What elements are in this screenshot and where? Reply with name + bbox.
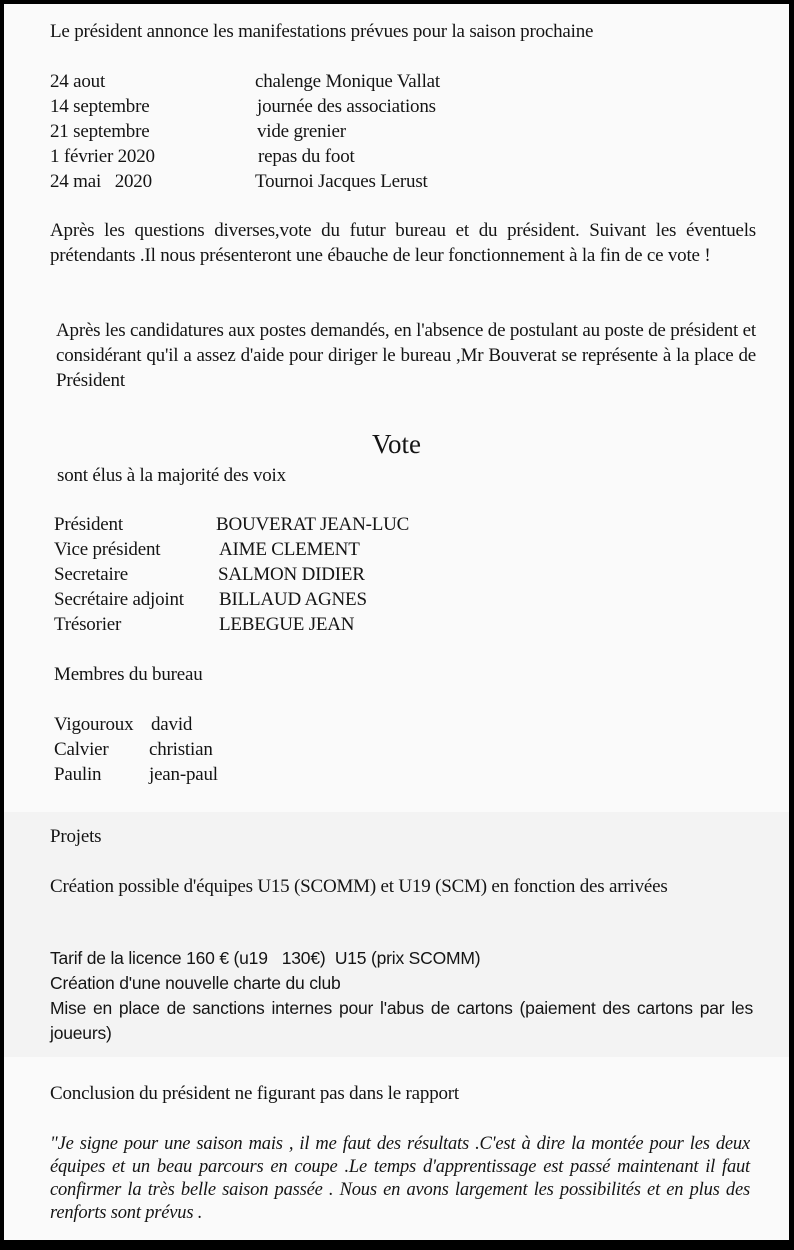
event-name: journée des associations <box>257 96 436 117</box>
paragraph-candidatures: Après les candidatures aux postes demandés, en l'absence de postulant au poste de président et considérant qu'il a assez d'aide pour diriger le bureau ,Mr Bouverat se représente à la place de Président <box>56 320 756 391</box>
event-name: chalenge Monique Vallat <box>255 71 440 92</box>
role-holder: LEBEGUE JEAN <box>219 614 355 635</box>
paragraph-questions: Après les questions diverses,vote du futur bureau et du président. Suivant les éventuels prétendants .Il nous présenteront une ébauche de leur fonctionnement à la fin de ce vote ! <box>50 220 756 266</box>
vote-subtitle: sont élus à la majorité des voix <box>57 465 286 486</box>
role-holder: BOUVERAT JEAN-LUC <box>216 514 410 535</box>
member-first-name: christian <box>149 739 213 760</box>
role-label: Secrétaire adjoint <box>54 589 184 610</box>
member-first-name: david <box>151 714 193 735</box>
projet-charte: Création d'une nouvelle charte du club <box>50 973 341 993</box>
president-quote: "Je signe pour une saison mais , il me faut des résultats .C'est à dire la montée pour les deux équipes et un beau parcours en coupe .Le temps d'apprentissage est passé maintenant il faut confirmer la très belle saison passée . Nous en avons largement les possibilités et en plus des renforts sont prévus . <box>50 1134 750 1223</box>
projet-equipes: Création possible d'équipes U15 (SCOMM) et U19 (SCM) en fonction des arrivées <box>50 876 668 897</box>
member-last-name: Calvier <box>54 739 109 760</box>
event-date: 24 aout <box>50 71 106 92</box>
event-date: 14 septembre <box>50 96 150 117</box>
member-first-name: jean-paul <box>149 764 218 785</box>
scanned-page <box>4 4 789 1240</box>
event-name: Tournoi Jacques Lerust <box>255 171 428 192</box>
role-holder: AIME CLEMENT <box>219 539 360 560</box>
role-holder: BILLAUD AGNES <box>219 589 367 610</box>
role-label: Trésorier <box>54 614 122 635</box>
projet-tarif: Tarif de la licence 160 € (u19 130€) U15 (prix SCOMM) <box>50 948 481 968</box>
conclusion-heading: Conclusion du président ne figurant pas dans le rapport <box>50 1083 460 1104</box>
event-name: repas du foot <box>258 146 355 167</box>
projet-sanctions: Mise en place de sanctions internes pour l'abus de cartons (paiement des cartons par les joueurs) <box>50 998 753 1043</box>
projets-heading: Projets <box>50 826 102 847</box>
intro-text: Le président annonce les manifestations prévues pour la saison prochaine <box>50 21 594 42</box>
role-label: Secretaire <box>54 564 128 585</box>
role-label: Vice président <box>54 539 161 560</box>
member-last-name: Vigouroux <box>54 714 134 735</box>
vote-heading: Vote <box>372 429 422 459</box>
event-date: 24 mai 2020 <box>50 171 152 192</box>
role-holder: SALMON DIDIER <box>218 564 365 585</box>
event-date: 1 février 2020 <box>50 146 155 167</box>
role-label: Président <box>54 514 123 535</box>
event-name: vide grenier <box>257 121 346 142</box>
event-date: 21 septembre <box>50 121 150 142</box>
bureau-heading: Membres du bureau <box>54 664 203 685</box>
member-last-name: Paulin <box>54 764 102 785</box>
